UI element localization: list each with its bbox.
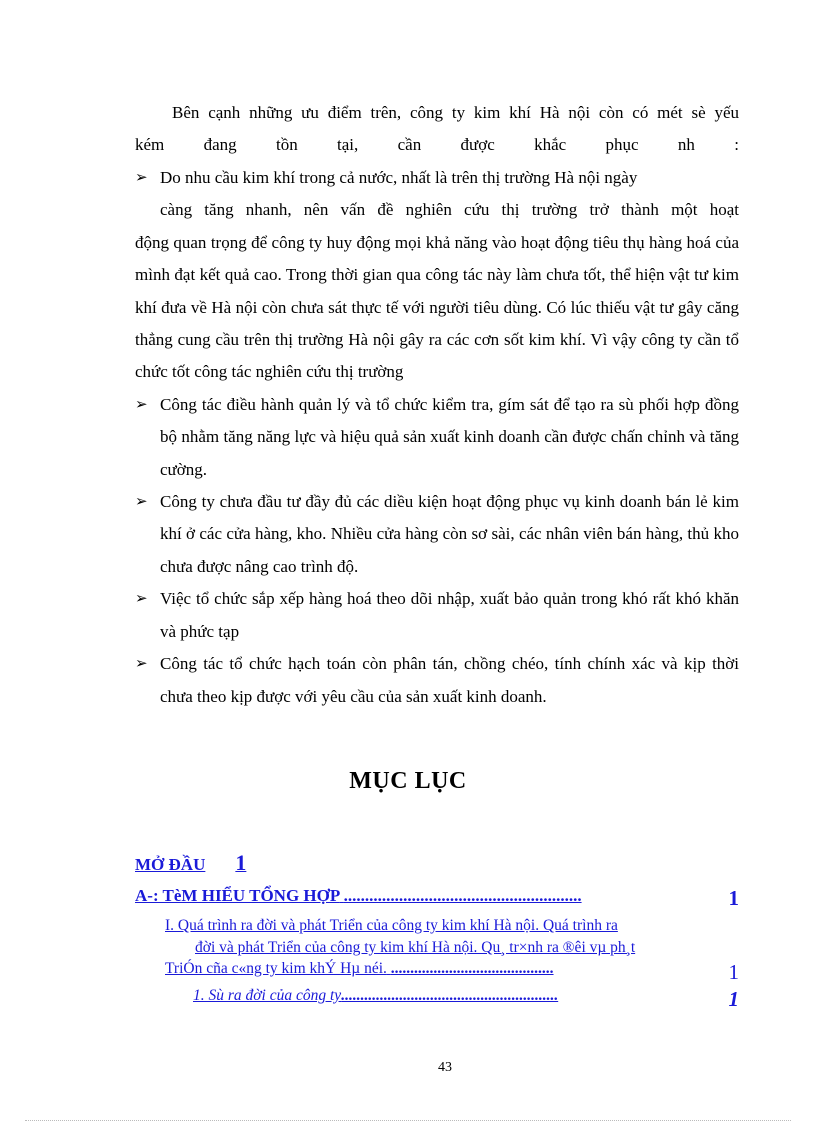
list-item-line-2: càng tăng nhanh, nên vấn đề nghiên cứu thị trường trở thành một hoạt <box>160 200 739 220</box>
list-item-text: Việc tổ chức sắp xếp hàng hoá theo dõi nhập, xuất bảo quản trong khó rất khó khăn và phức tạp <box>160 589 739 641</box>
toc-entry-section-1-end[interactable] <box>165 960 739 984</box>
toc-entry-label: A-: TèM HIỂU TỔNG HỢP <box>135 886 340 905</box>
toc-page-number: 1 <box>728 886 739 910</box>
arrowhead-icon: ➢ <box>135 396 148 413</box>
page-bottom-divider <box>25 1120 791 1121</box>
toc-leader-dots: ........................................................ <box>341 987 559 1004</box>
toc-leader-dots: .......................................... <box>390 960 554 977</box>
toc-page-number: 1 <box>728 987 739 1011</box>
toc-entry-mo-dau[interactable] <box>135 850 246 876</box>
list-item <box>135 162 739 389</box>
toc-entry-line-1: I. Quá trình ra đời và phát Triển của công ty kim khí Hà nội. Quá trình ra <box>165 917 618 934</box>
intro-line-2: kém đang tồn tại, cần được khắc phục nh : <box>135 135 739 155</box>
toc-page-number: 1 <box>728 960 739 984</box>
toc-entry-part-a[interactable] <box>135 886 739 910</box>
arrowhead-icon: ➢ <box>135 656 148 673</box>
toc-title: MỤC LỤC <box>349 768 467 794</box>
toc-entry-line-3: TriÓn cña c«ng ty kim khÝ Hµ néi. <box>165 960 387 977</box>
toc-leader-dots: ........................................................ <box>343 886 582 905</box>
weakness-list <box>135 162 739 713</box>
toc-entry-section-1[interactable] <box>165 917 618 935</box>
list-item-text: Công ty chưa đầu tư đầy đủ các diều kiện hoạt động phục vụ kinh doanh bán lẻ kim khí ở các cửa hàng, kho. Nhiều cửa hàng còn sơ sài, các nhân viên bán hàng, thủ kho chưa được nâng cao trình độ. <box>160 492 739 576</box>
list-item <box>135 648 739 713</box>
arrowhead-icon: ➢ <box>135 170 148 186</box>
toc-entry-label: MỞ ĐẦU <box>135 855 206 874</box>
toc-entry-line-2: đời và phát Triển của công ty kim khí Hà nội. Qu¸ tr×nh ra ®êi vµ ph¸t <box>195 939 636 956</box>
page-number: 43 <box>438 1060 452 1075</box>
list-item-text: động quan trọng để công ty huy động mọi khả năng vào hoạt động tiêu thụ hàng hoá của mình đạt kết quả cao. Trong thời gian qua công tác này làm chưa tốt, thể hiện vật tư kim khí đưa về Hà nội còn chưa sát thực tế với người tiêu dùng. Có lúc thiếu vật tư gây căng thẳng cung cầu trên thị trường Hà nội gây ra các cơn sốt kim khí. Vì vậy công ty cần tổ chức tốt công tác nghiên cứu thị trường <box>135 232 739 382</box>
list-item <box>135 389 739 486</box>
arrowhead-icon: ➢ <box>135 494 148 511</box>
list-item-text: Công tác điều hành quản lý và tổ chức kiểm tra, gím sát để tạo ra sù phối hợp đồng bộ nhằm tăng năng lực và hiệu quả sản xuất kinh doanh cần được chấn chỉnh và tăng cường. <box>160 394 739 479</box>
list-item <box>135 583 739 648</box>
toc-page-number: 1 <box>235 850 247 875</box>
list-item-line-1: Do nhu cầu kim khí trong cả nước, nhất là trên thị trường Hà nội ngày <box>160 168 638 187</box>
intro-paragraph <box>135 97 739 162</box>
arrowhead-icon: ➢ <box>135 591 148 608</box>
list-item-text: Công tác tổ chức hạch toán còn phân tán, chồng chéo, tính chính xác và kịp thời chưa theo kịp được với yêu cầu của sản xuất kinh doanh. <box>160 654 739 706</box>
toc-entry-label: 1. Sù ra đời của công ty <box>193 987 342 1004</box>
toc-entry-section-1-cont[interactable] <box>195 939 635 957</box>
list-item <box>135 486 739 583</box>
intro-line-1: Bên cạnh những ưu điểm trên, công ty kim khí Hà nội còn có mét sè yếu <box>172 103 739 122</box>
toc-entry-sub-1[interactable] <box>193 987 739 1011</box>
